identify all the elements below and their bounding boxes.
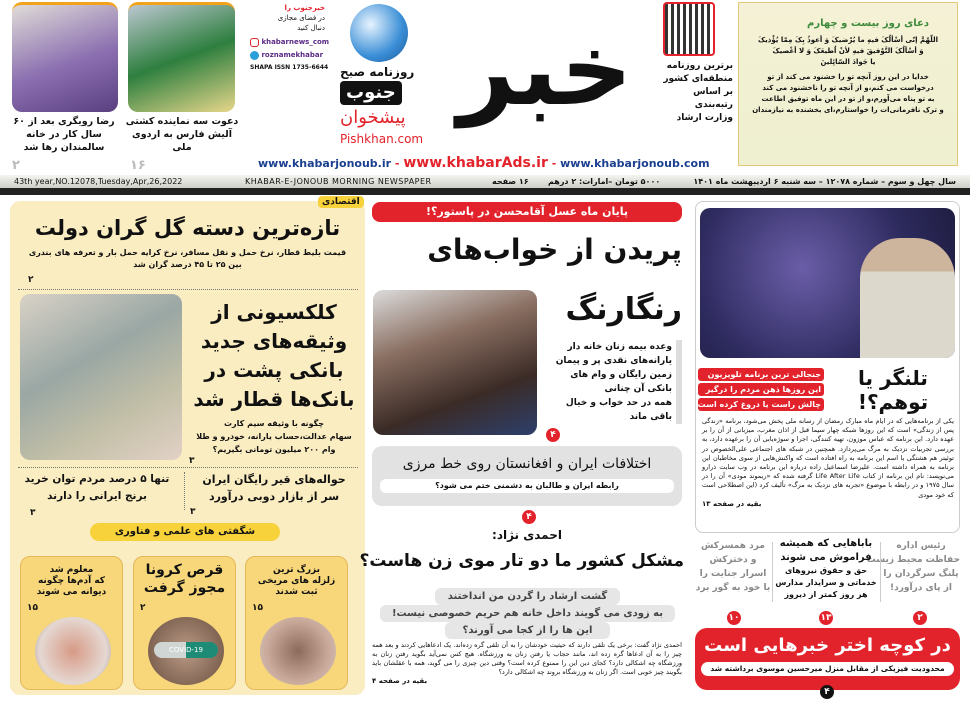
title-line: قرص کرونا (145, 562, 224, 578)
brief-title: فراموش می شوند (780, 552, 872, 563)
title-line: که آدم‌ها چگونه (37, 576, 106, 586)
science-item-mars[interactable] (245, 556, 348, 690)
economy-headline[interactable]: تازه‌ترین دسته گل گران دولت (34, 216, 341, 240)
page-number: ۳ (30, 508, 36, 518)
page-number: ۲ (12, 158, 20, 173)
page-number: ۴ (546, 428, 560, 442)
ranking-line: برترین روزنامه (666, 61, 733, 71)
center-kicker[interactable]: پایان ماه عسل آقامحسن در پاستور؟! (372, 202, 682, 222)
headline-line: سر از بازار دوبی درآورد (208, 490, 340, 503)
top-story-1[interactable]: رضا رویگری بعد از ۶۰ سال کار در خانه سالمندان رها شد (13, 116, 115, 153)
logo-sub: جنوب (340, 81, 402, 105)
url-2[interactable]: www.khabarAds.ir (403, 155, 548, 171)
host-figure (860, 238, 955, 358)
ranking-line: منطقه‌ای کشور (663, 74, 733, 84)
instagram-link[interactable] (250, 37, 330, 47)
dua-persian-2: درخواست می کنم،و از آنچه تو را ناخشنود می کند (762, 84, 934, 92)
ahmadinejad-kicker: احمدی نژاد: (492, 528, 562, 542)
brief-line: مرد همسرکش (701, 541, 765, 551)
url-1[interactable]: www.khabarjonoub.ir (258, 157, 392, 170)
telegram-link[interactable] (250, 50, 325, 60)
page-number: ۱۶ (130, 158, 146, 173)
divider (18, 289, 358, 290)
logo-tagline: روزنامه صبح (340, 65, 415, 79)
separator: - (394, 157, 400, 170)
page-number: ۲ (28, 275, 34, 285)
economy-sub (13, 247, 362, 271)
bank-headline[interactable] (188, 298, 360, 414)
dua-arabic-2: وَ أسْألُکَ التَّوْفیقَ فیهِ لأنْ اُطیعَکَ وَ لا أعْصیکَ (772, 47, 924, 55)
headline-line: حواله‌های قیر رایگان ایران (202, 473, 346, 486)
social-intro-2: در فضای مجازی (277, 14, 325, 22)
social-block (250, 3, 330, 73)
tag: جنجالی ترین برنامه تلویزیون (698, 368, 824, 381)
headline-line: برنج ایرانی را دارند (47, 490, 147, 502)
center-headline-1[interactable]: پریدن از خواب‌های (427, 233, 682, 266)
brief-title: باباهایی که همیشه (779, 538, 873, 549)
rice-story[interactable] (12, 471, 182, 505)
sub-line: این ها را از کجا می آورند؟ (445, 622, 610, 639)
dua-persian-1: خدایا در این روز آنچه تو را خشنود می کند از تو (767, 73, 929, 81)
sub-line: گشت ارشاد را گردن من انداختند (435, 588, 620, 605)
body-line: بانکی آن چنانی (604, 384, 672, 394)
title-line: مجوز گرفت (143, 580, 226, 596)
brief-line: حق و حقوق نیروهای (784, 566, 868, 575)
title-line: ثبت شدند (275, 587, 318, 597)
telegram-handle: roznamekhabar (261, 51, 324, 59)
telegram-icon (250, 51, 259, 60)
title-line: دیوانه می شوند (36, 587, 107, 597)
instagram-handle: khabarnews_com (261, 38, 330, 46)
dua-persian-3: به تو پناه می‌آورم،و از تو در این ماه توفیق اطاعت (761, 95, 935, 103)
ranking-line: وزارت ارشاد (676, 113, 733, 123)
right-tags (698, 368, 824, 411)
pill-image (148, 617, 224, 685)
divider (18, 467, 358, 468)
ranking-line: رتبه‌بندی (694, 100, 733, 110)
body-line: وعده بیمه زنان خانه دار (567, 342, 672, 352)
divider (184, 472, 185, 510)
center-body (540, 340, 682, 424)
title-line: معلوم شد (49, 565, 94, 575)
page-number: ۱۵ (27, 603, 38, 613)
brief-line: اسرار جنایت را (699, 569, 767, 579)
page-number: ۲ (913, 611, 927, 625)
body-line: یارانه‌های نقدی پر و پیمان (555, 356, 672, 366)
headline-line: کلکسیونی از (211, 300, 337, 324)
science-item-pill[interactable] (133, 556, 236, 690)
title-line: بزرگ ترین (273, 565, 320, 575)
brief-line: از پای درآورد! (890, 583, 952, 593)
dateline-english: 43th year,NO.12078,Tuesday,Apr,26,2022 (14, 177, 183, 186)
brief-line: و دخترکش (709, 555, 757, 565)
economy-sub-line: بین ۲۵ تا ۴۵ درصد گران شد (133, 260, 242, 269)
body-line: زمین رایگان و وام های (570, 370, 672, 380)
dua-box (738, 2, 958, 166)
body-line: همه در حد خواب و خیال (565, 398, 672, 408)
right-body: یکی از برنامه‌هایی که در ایام ماه مبارک رمضان از رسانه ملی پخش می‌شود، برنامه «زندگی پس از زندگی» است که این روزها شبکه چهار سیما قبل از اذان مغرب، میزبانی از آن را بر عهده دارد. این برنامه که عباس موزون، تهیه کنندگی، اجرا و سوژه‌یابی آن را برعهده دارد، به بررسی تجربیات نزدیک به مرگ می‌پردازد. همچنین در شبکه های اجتماعی علی‌الخصوص در توئیتر هم هشتگی با اسم این برنامه به راه افتاده است که واکنش‌هایی از سوی مخاطبان این برنامه به همراه داشته است. علیرضا اسماعیل زاده درباره این برنامه در وب سایت ذرارو می‌نویسد: نام این برنامه از کتاب Life After Life گرفته شده که «ریموند مودی» آن را در سال ۱۹۷۵ و در رابطه با موضوع «تجربه های نزدیک به مرگ» تألیف کرد (این اصطلاحی است که خود مودی (702, 417, 955, 499)
issn: SHAPA ISSN 1735-6644 (250, 64, 329, 71)
sub-line: چگونه با وثیقه سیم کارت (224, 419, 324, 428)
banner-sub: محدودیت فیزیکی از مقابل منزل میرحسین موسوی برداشته شد (701, 662, 954, 676)
rezaei-photo (373, 290, 537, 435)
science-item-brain[interactable] (20, 556, 123, 690)
page-number: ۴ (522, 510, 536, 524)
brief-fathers[interactable] (773, 537, 879, 601)
right-headline[interactable]: تلنگر یا توهم؟! (857, 366, 929, 414)
watermark-url: Pishkhan.com (340, 132, 424, 146)
page-number: ۱۵ (252, 603, 263, 613)
right-article (702, 417, 954, 509)
logo-main: خبر (457, 11, 633, 128)
center-headline-2[interactable]: رنگارنگ (565, 292, 682, 327)
ahmadinejad-headline[interactable]: مشکل کشور ما دو تار موی زن هاست؟ (359, 551, 684, 571)
dateline-name: KHABAR-E-JONOUB MORNING NEWSPAPER (245, 177, 432, 186)
url-3[interactable]: www.khabarjonoub.com (560, 157, 710, 170)
globe-icon (350, 4, 408, 62)
separator: - (551, 157, 557, 170)
social-intro-1: خبرجنوب را (284, 4, 325, 12)
economy-sub-line: قیمت بلیط قطار، نرخ حمل و نقل مسافر، نرخ کرایه حمل بار و تعرفه های بندری (28, 248, 347, 257)
brief-line: رئیس اداره (896, 541, 946, 551)
headline-line: وثیقه‌های جدید (200, 329, 348, 353)
body-line: باقی ماند (629, 412, 672, 422)
title-line: زلزله های مریخی (257, 576, 336, 586)
banner-headline: در کوچه اختر خبرهایی است (704, 635, 951, 656)
top-story-2[interactable]: دعوت سه نماینده کشتی آلیش فارس به اردوی ملی (125, 116, 239, 153)
tag: این روزها ذهن مردم را درگیر (698, 383, 824, 396)
ranking-line: بر اساس (693, 87, 733, 97)
afghan-story[interactable] (372, 446, 682, 506)
brain-image (35, 617, 111, 685)
logo (335, 0, 640, 150)
tag: چالش راست یا دروغ کرده است (698, 398, 824, 411)
dua-title: دعای روز بیست و چهارم (806, 18, 929, 29)
ahmadinejad-article (372, 641, 682, 686)
economy-label: اقتصادی (318, 196, 364, 208)
page-number: ۳ (189, 456, 195, 466)
ahmadinejad-subs (380, 588, 675, 639)
bank-photo (20, 294, 182, 460)
sub-line: به زودی می گویند داخل خانه هم حریم خصوصی نیست! (380, 605, 675, 622)
mars-image (260, 617, 336, 685)
dateline-persian: سال چهل و سوم – شماره ۱۲۰۷۸ – سه شنبه ۶ اردیبهشت ماه ۱۴۰۱ (693, 177, 956, 186)
bitumen-story[interactable] (188, 471, 360, 505)
headline-line: بانکی پشت در (204, 358, 344, 382)
dateline-price: ۵۰۰۰ تومان –امارات: ۲ درهم (548, 177, 661, 186)
dua-arabic-3: یا جَوادَ السّائِلینَ (820, 58, 876, 66)
qr-code[interactable] (663, 2, 715, 56)
sub-line: سهام عدالت،حساب یارانه، خودرو و طلا (196, 432, 352, 441)
mousavi-banner[interactable] (695, 628, 960, 690)
social-intro-3: دنبال کنید (297, 24, 325, 32)
dua-arabic-1: اللّهُمَّ إنّی أسْألُکَ فیهِ ما یُرْضیکَ وَ أعوذُ بِکَ مِمّا یُؤْذیکَ (758, 36, 938, 44)
ahmadinejad-body: احمدی نژاد گفت: برخی یک تلقی دارند که حیثیت خودشان را به آن تلقی گره زده‌اند. یک ادعاهایی کردند و بعد همه چیز را به آن ادعاها گره زده اند، مانند حجاب یا رفتن زنان به ورزشگاه. هیچ کس نمی‌آید بگوید رفتن زنان به ورزشگاه چه اشکالی دارد؟ کجای دین این را ممنوع کرده است؟ وقتی دین چیزی را می گوید، همه با عقلشان باید بگویند چیز خوبی است. اگر زنان به ورزشگاه بروند چه اشکالی دارد؟ (372, 641, 682, 676)
dateline-pages: ۱۶ صفحه (492, 177, 529, 186)
brief-line: پلنگ سرگردان را (883, 569, 959, 579)
divider (772, 542, 773, 602)
tv-show-photo (700, 208, 955, 358)
bank-sub (186, 417, 362, 456)
page-number: ۲ (140, 603, 146, 613)
page-number: ۳ (190, 507, 196, 517)
divider (0, 188, 970, 195)
url-line (258, 154, 728, 173)
story-photo-roygari (12, 2, 118, 112)
afghan-headline: اختلافات ایران و افغانستان روی خط مرزی (402, 456, 652, 472)
headline-line: بانک‌ها قطار شد (193, 387, 355, 411)
brief-line: خدماتی و سرایدار مدارس (775, 578, 877, 587)
brief-murder[interactable] (695, 539, 771, 595)
headline-line: تنها ۵ درصد مردم توان خرید (24, 473, 170, 485)
page-number: ۱۳ (820, 613, 832, 623)
page-number: ۱۰ (728, 613, 740, 623)
science-label: شگفتی های علمی و فناوری (90, 523, 280, 541)
page-number: ۴ (820, 685, 834, 699)
sub-line: وام ۲۰۰ میلیون تومانی بگیریم؟ (212, 445, 336, 454)
brief-leopard[interactable] (866, 539, 960, 595)
brief-line: حفاظت محیط زیست (866, 555, 960, 565)
instagram-icon (250, 38, 259, 47)
watermark: پیشخوان (340, 107, 406, 128)
dua-persian-4: و ترک نافرمانی‌ات را خواستارم،ای بخشنده به نیازمندان (752, 106, 944, 114)
pill-label: COVID-19 (154, 642, 218, 658)
ranking-note (655, 60, 733, 125)
story-photo-wrestling (128, 2, 235, 112)
continued-link[interactable]: بقیه در صفحه ۱۳ (702, 499, 762, 508)
brief-line: با خود به گور برد (695, 583, 771, 593)
brief-line: هر روز کمتر از دیروز (784, 590, 868, 599)
continued-link[interactable]: بقیه در صفحه ۴ (372, 677, 428, 685)
divider (880, 542, 881, 602)
dateline-bar (0, 175, 970, 188)
afghan-sub: رابطه ایران و طالبان به دشمنی ختم می شود؟ (380, 479, 674, 493)
